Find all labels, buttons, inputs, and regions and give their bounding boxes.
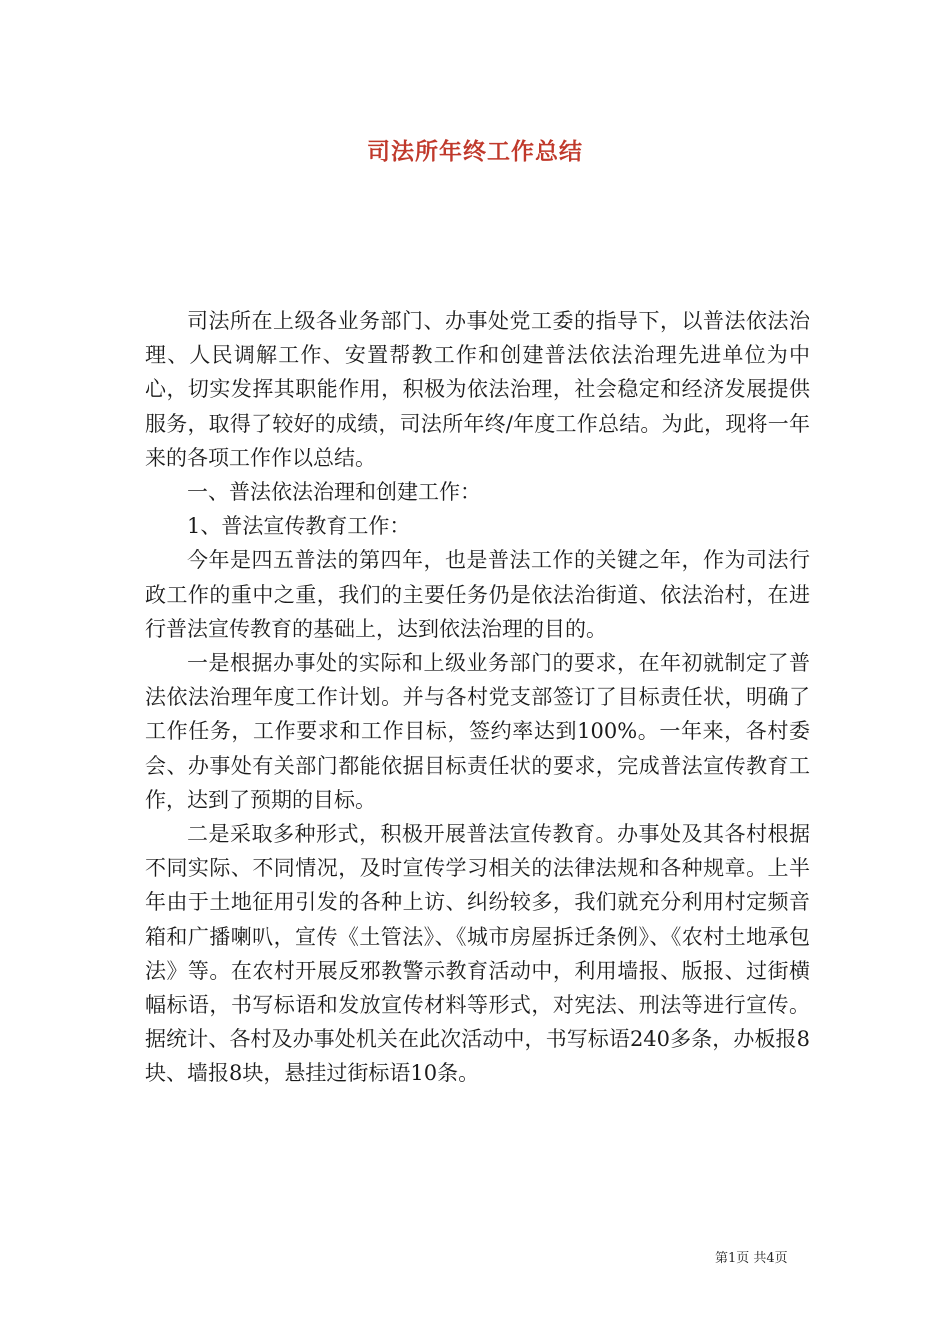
paragraph-intro: 司法所在上级各业务部门、办事处党工委的指导下，以普法依法治理、人民调解工作、安置帮教工作和创建普法依法治理先进单位为中心，切实发挥其职能作用，积极为依法治理，社会稳定和经济发展提供服务，取得了较好的成绩，司法所年终/年度工作总结。为此，现将一年来的各项工作作以总结。 [145, 309, 810, 470]
document-title: 司法所年终工作总结 [367, 138, 583, 165]
section-heading-1: 一、普法依法治理和创建工作： [187, 480, 481, 505]
page-number: 第1页 共4页 [715, 1251, 788, 1266]
paragraph-background: 今年是四五普法的第四年，也是普法工作的关键之年，作为司法行政工作的重中之重，我们的主要任务仍是依法治街道、依法治村，在进行普法宣传教育的基础上，达到依法治理的目的。 [145, 548, 810, 641]
subsection-heading-1-1: 1、普法宣传教育工作： [187, 514, 411, 539]
document-body [145, 304, 810, 1091]
paragraph-point-two: 二是采取多种形式，积极开展普法宣传教育。办事处及其各村根据不同实际、不同情况，及时宣传学习相关的法律法规和各种规章。上半年由于土地征用引发的各种上访、纠纷较多，我们就充分利用村定频音箱和广播喇叭，宣传《土管法》、《城市房屋拆迁条例》、《农村土地承包法》等。在农村开展反邪教警示教育活动中，利用墙报、版报、过街横幅标语，书写标语和发放宣传材料等形式，对宪法、刑法等进行宣传。据统计、各村及办事处机关在此次活动中，书写标语240多条，办板报8块、墙报8块，悬挂过街标语10条。 [145, 822, 810, 1086]
paragraph-point-one: 一是根据办事处的实际和上级业务部门的要求，在年初就制定了普法依法治理年度工作计划。并与各村党支部签订了目标责任状，明确了工作任务，工作要求和工作目标，签约率达到100%。一年来，各村委会、办事处有关部门都能依据目标责任状的要求，完成普法宣传教育工作，达到了预期的目标。 [145, 651, 810, 812]
